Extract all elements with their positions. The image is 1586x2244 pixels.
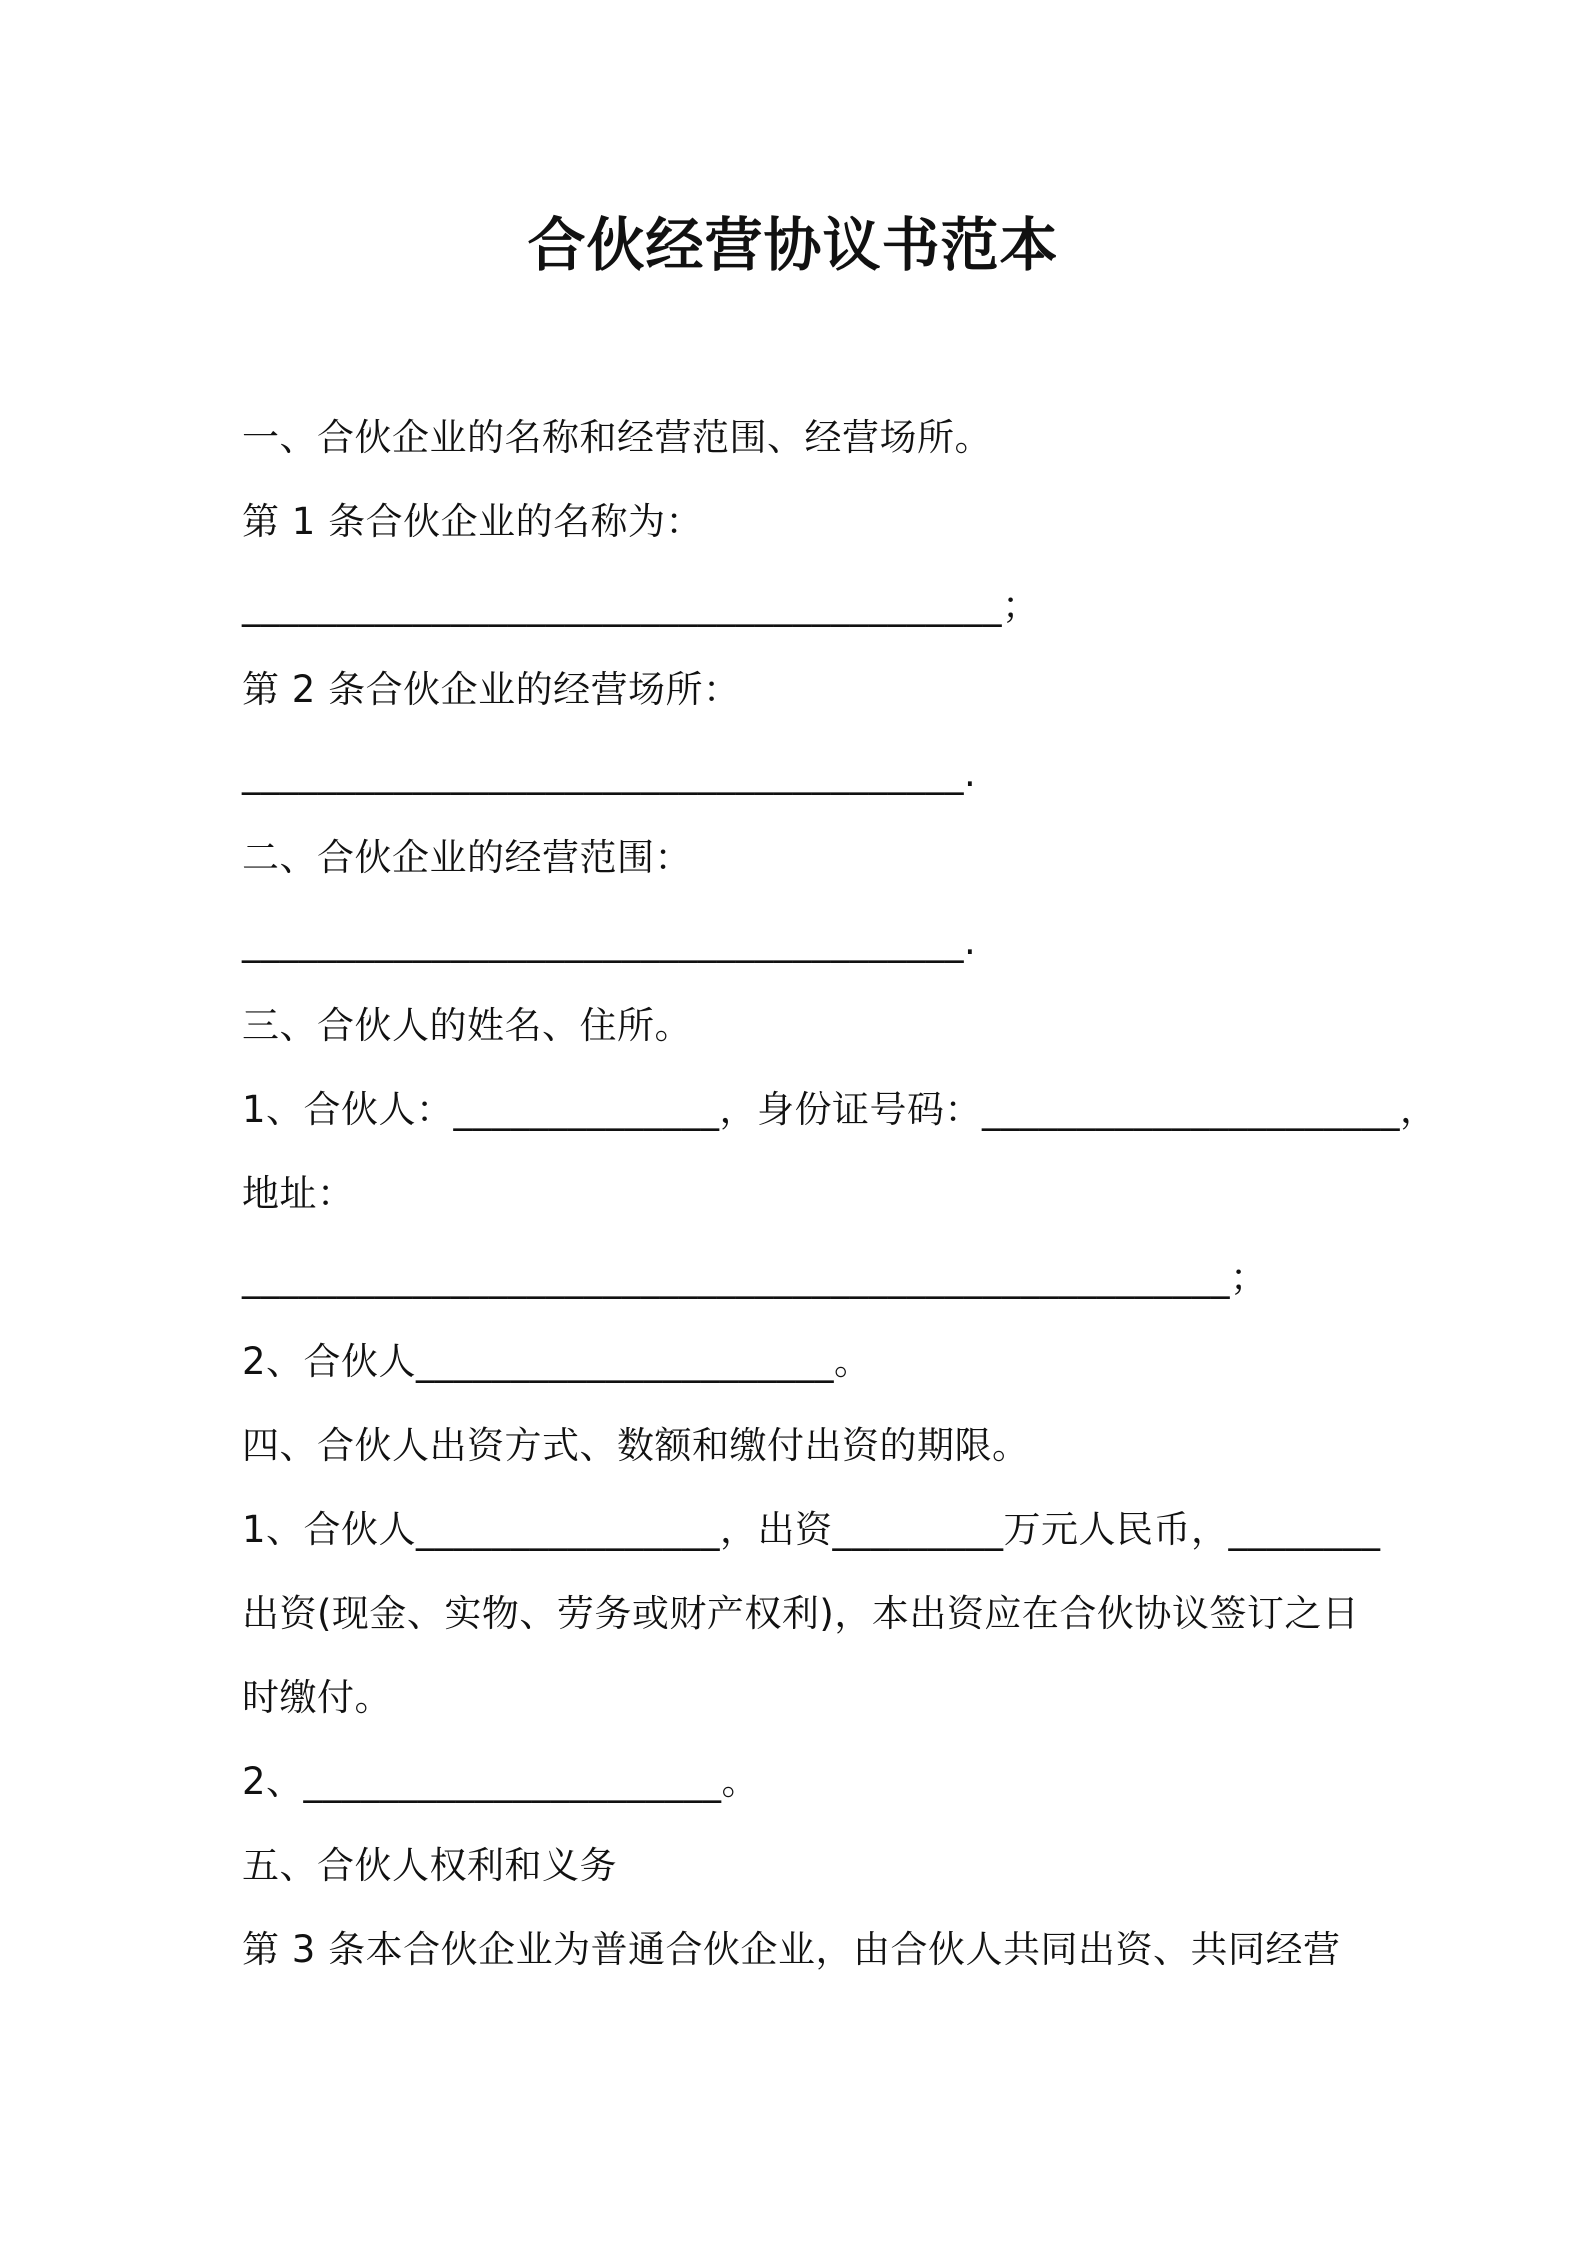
partner-1-line: 1、合伙人：______________，身份证号码：______________________， bbox=[242, 1088, 1438, 1131]
blank-line-address: ____________________________________________________； bbox=[242, 1256, 1268, 1299]
blank-line-name: ________________________________________； bbox=[242, 584, 1040, 627]
section-heading-4: 四、合伙人出资方式、数额和缴付出资的期限。 bbox=[242, 1424, 1030, 1467]
address-label: 地址： bbox=[242, 1172, 355, 1215]
article-3-text: 第 3 条本合伙企业为普通合伙企业，由合伙人共同出资、共同经营 bbox=[242, 1928, 1341, 1971]
section-heading-1: 一、合伙企业的名称和经营范围、经营场所。 bbox=[242, 416, 992, 459]
contribution-1-line: 1、合伙人________________，出资_________万元人民币，________ bbox=[242, 1508, 1381, 1551]
contribution-1-end: 时缴付。 bbox=[242, 1676, 392, 1719]
section-heading-5: 五、合伙人权利和义务 bbox=[242, 1844, 617, 1887]
section-heading-3: 三、合伙人的姓名、住所。 bbox=[242, 1004, 692, 1047]
blank-line-location: ______________________________________. bbox=[242, 752, 977, 795]
partner-2-line: 2、合伙人______________________。 bbox=[242, 1340, 872, 1383]
contribution-2-line: 2、______________________。 bbox=[242, 1760, 760, 1803]
article-2-text: 第 2 条合伙企业的经营场所： bbox=[242, 668, 741, 711]
blank-line-scope: ______________________________________. bbox=[242, 920, 977, 963]
contribution-1-continued: 出资(现金、实物、劳务或财产权利)，本出资应在合伙协议签订之日 bbox=[242, 1592, 1360, 1635]
document-title: 合伙经营协议书范本 bbox=[527, 211, 1059, 279]
article-1-text: 第 1 条合伙企业的名称为： bbox=[242, 500, 704, 543]
section-heading-2: 二、合伙企业的经营范围： bbox=[242, 836, 692, 879]
